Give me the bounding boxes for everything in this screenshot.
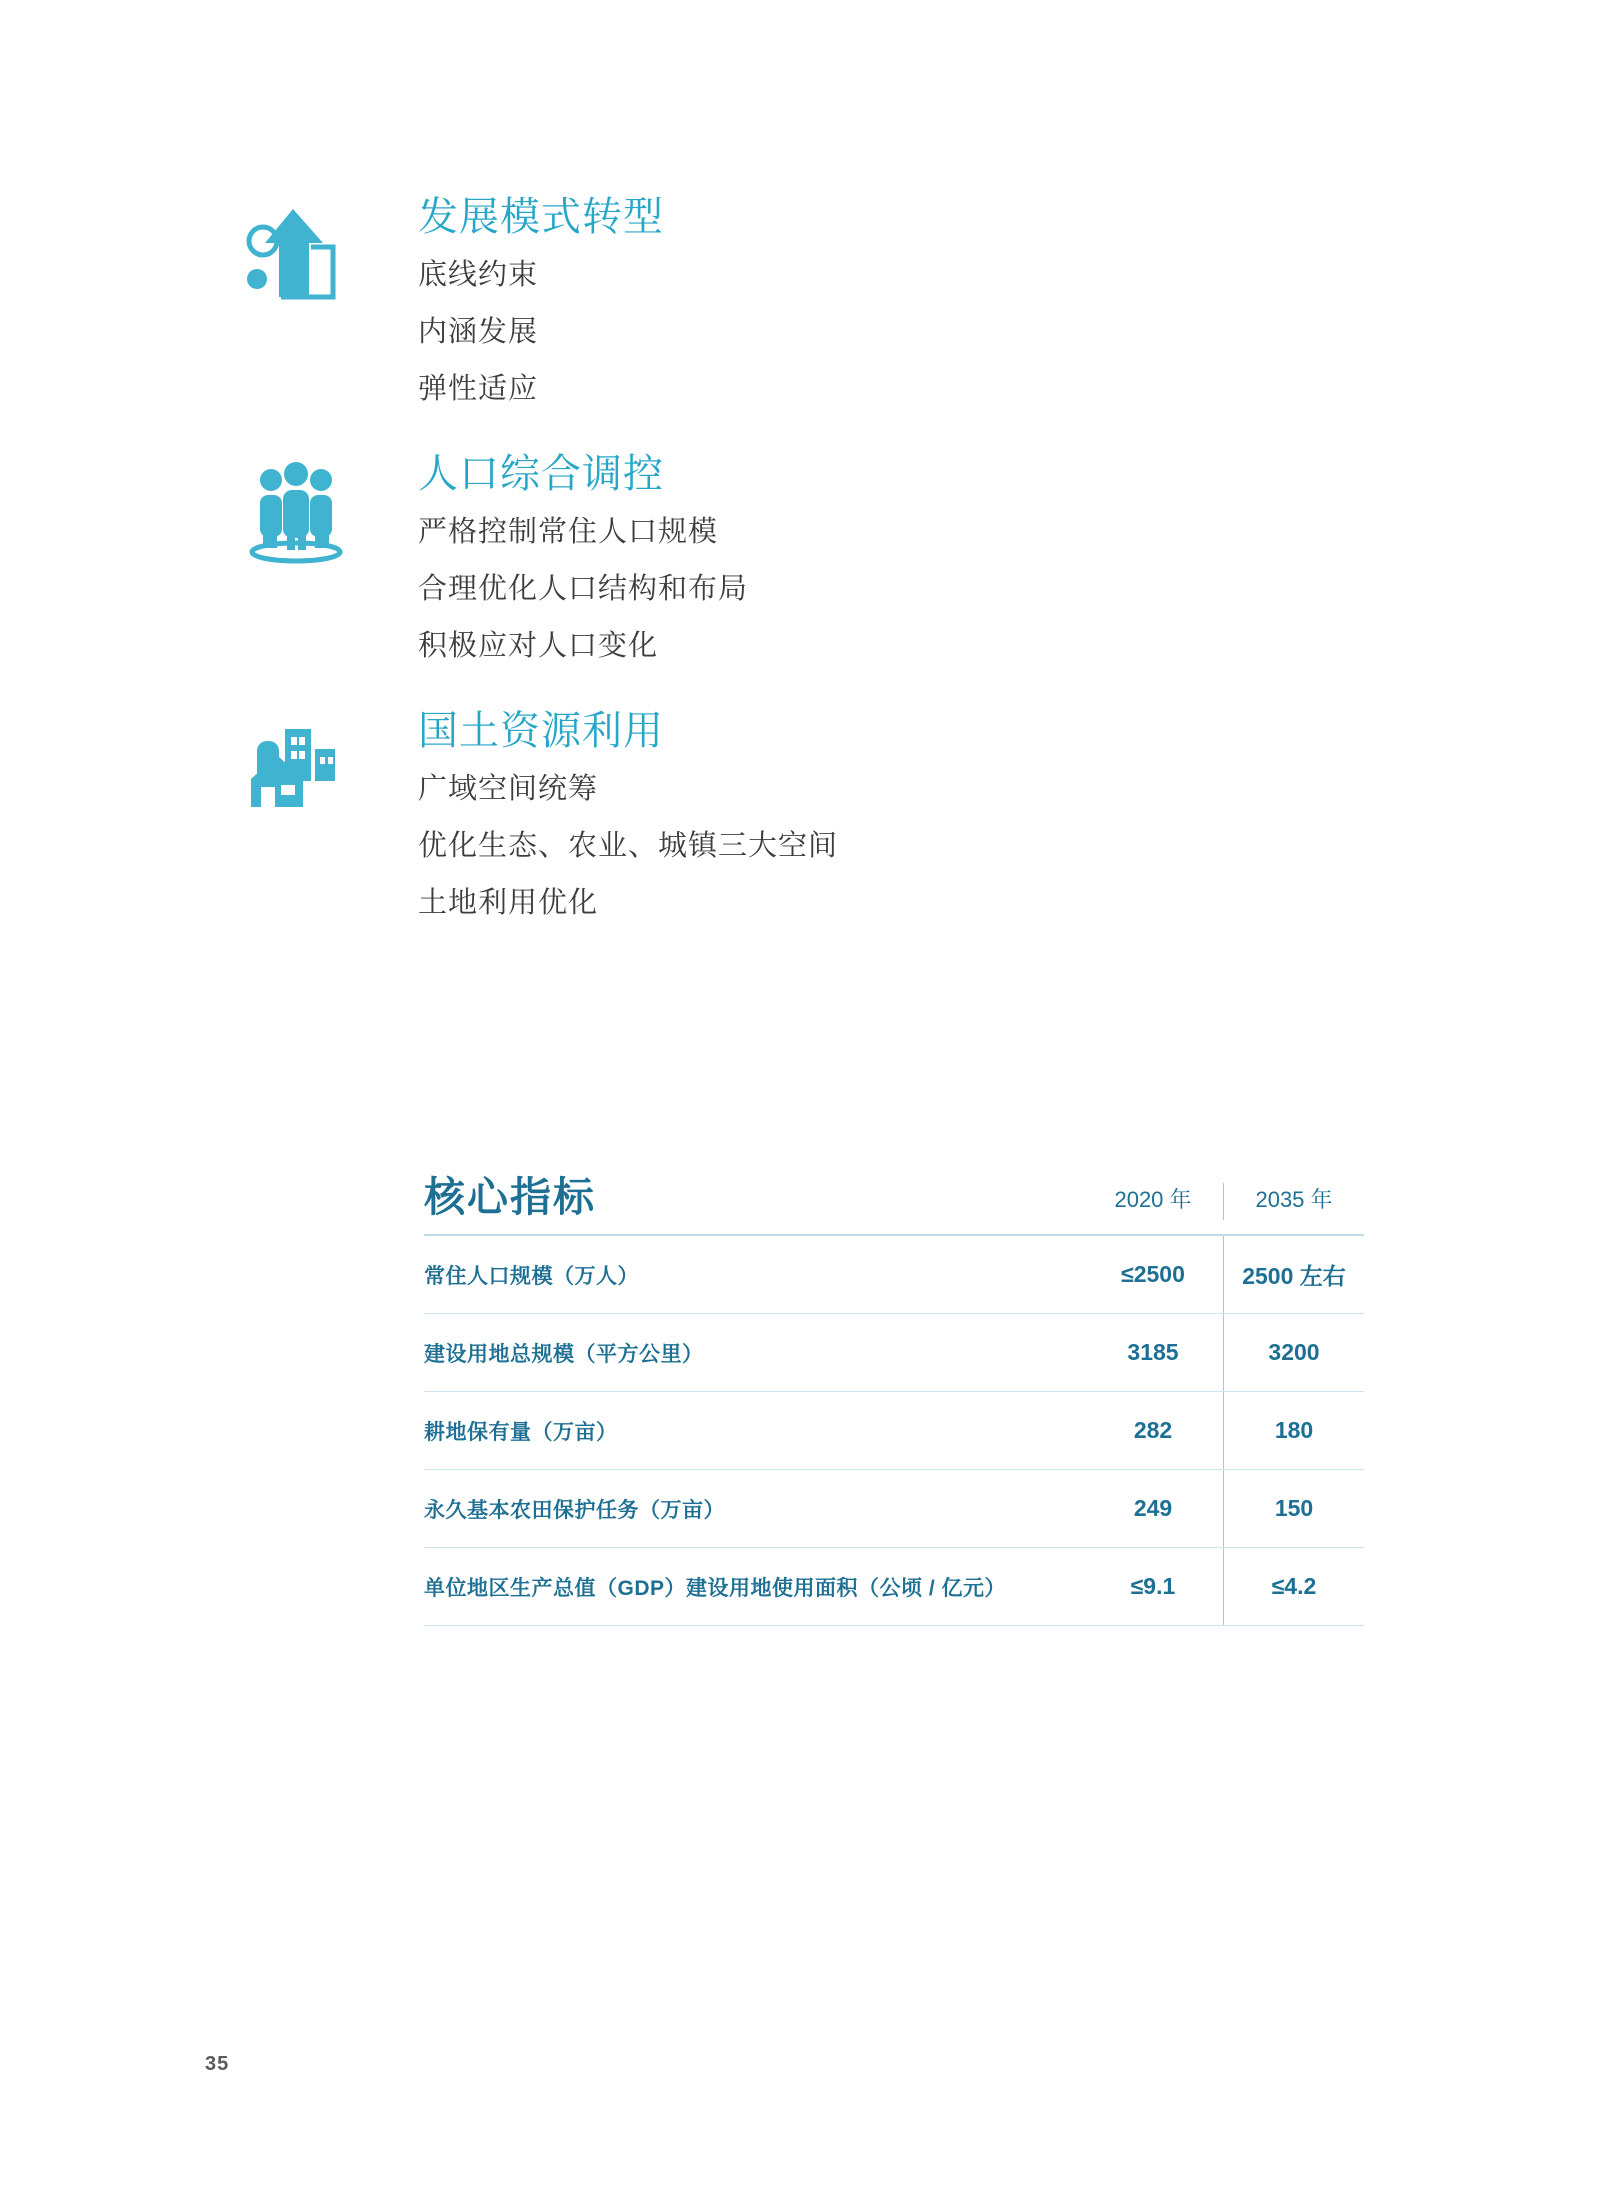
growth-arrow-icon	[236, 195, 356, 315]
section-body	[356, 709, 838, 918]
section-title: 人口综合调控	[418, 452, 664, 496]
row-value-2035: ≤4.2	[1223, 1548, 1364, 1625]
row-value-2020: 249	[1133, 1495, 1173, 1522]
section-line: 弹性适应	[418, 373, 539, 405]
row-label: 常住人口规模（万人）	[424, 1264, 639, 1288]
row-label: 永久基本农田保护任务（万亩）	[424, 1498, 725, 1522]
section-line: 积极应对人口变化	[418, 630, 659, 662]
table-header	[424, 1175, 1364, 1236]
section-body	[356, 195, 664, 404]
section-development-transformation	[236, 195, 1396, 404]
section-land-resource-use	[236, 709, 1396, 918]
row-label: 建设用地总规模（平方公里）	[424, 1342, 704, 1366]
section-line: 合理优化人口结构和布局	[418, 573, 749, 605]
table-row	[424, 1548, 1364, 1626]
row-label: 单位地区生产总值（GDP）建设用地使用面积（公顷 / 亿元）	[424, 1576, 1007, 1600]
core-indicators-table	[424, 1175, 1364, 1626]
table-row	[424, 1392, 1364, 1470]
section-line: 土地利用优化	[418, 887, 599, 919]
population-group-icon	[236, 452, 356, 572]
page-number: 35	[205, 2053, 230, 2075]
section-line: 底线约束	[418, 259, 539, 291]
section-population-regulation	[236, 452, 1396, 661]
row-value-2035: 180	[1223, 1392, 1364, 1469]
row-label: 耕地保有量（万亩）	[424, 1420, 618, 1444]
section-line: 严格控制常住人口规模	[418, 516, 719, 548]
row-value-2020: ≤9.1	[1130, 1573, 1176, 1600]
table-row	[424, 1470, 1364, 1548]
row-value-2035: 150	[1223, 1470, 1364, 1547]
section-body	[356, 452, 748, 661]
section-line: 内涵发展	[418, 316, 539, 348]
row-value-2035: 2500 左右	[1223, 1236, 1364, 1313]
table-row	[424, 1314, 1364, 1392]
section-title: 国土资源利用	[418, 709, 664, 753]
section-line: 广域空间统筹	[418, 773, 599, 805]
row-value-2020: ≤2500	[1121, 1261, 1185, 1288]
column-header-2020: 2020 年	[1114, 1187, 1192, 1213]
row-value-2020: 3185	[1127, 1339, 1179, 1366]
section-line: 优化生态、农业、城镇三大空间	[418, 830, 839, 862]
table-row	[424, 1236, 1364, 1314]
section-list	[236, 195, 1396, 966]
column-header-2035: 2035 年	[1223, 1183, 1364, 1220]
land-buildings-icon	[236, 709, 356, 829]
section-title: 发展模式转型	[418, 195, 664, 239]
row-value-2035: 3200	[1223, 1314, 1364, 1391]
row-value-2020: 282	[1133, 1417, 1173, 1444]
table-title: 核心指标	[424, 1174, 596, 1220]
